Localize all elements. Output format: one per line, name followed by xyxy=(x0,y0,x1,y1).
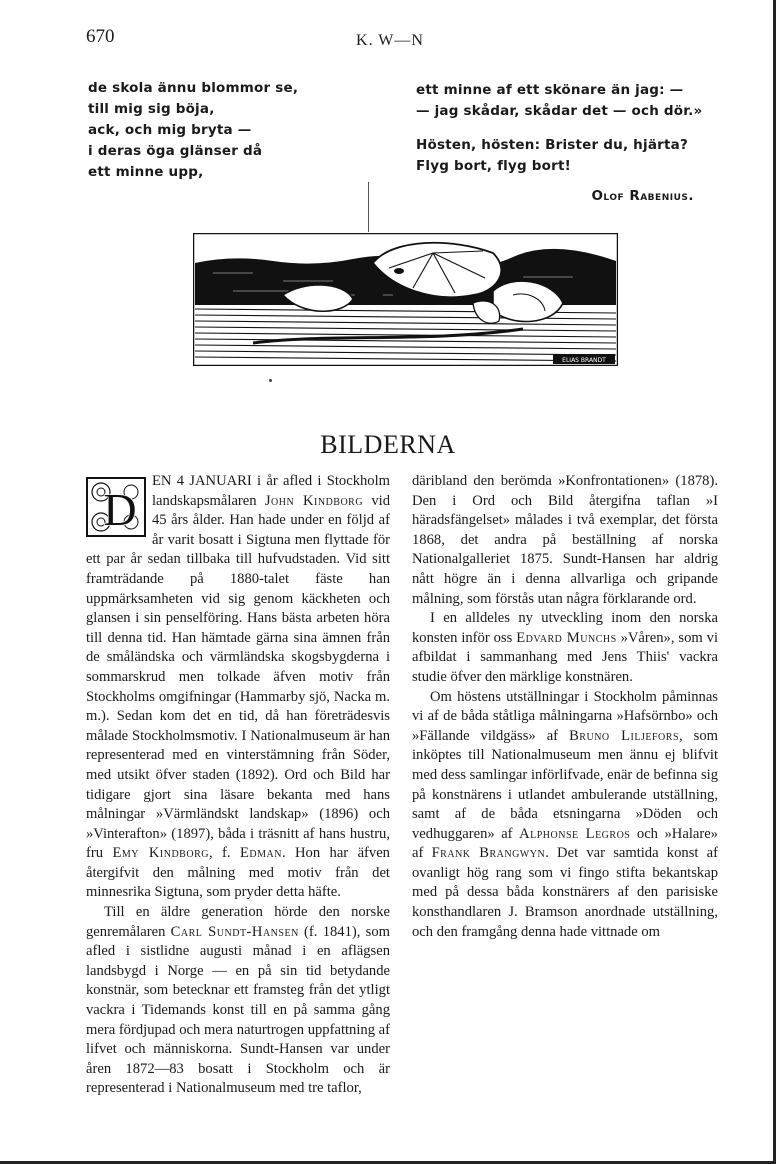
poem-signature: Olof Rabenius. xyxy=(591,188,694,204)
artist-name: Edvard Munchs xyxy=(516,629,617,646)
poem-line: ett minne af ett skönare än jag: — xyxy=(416,82,684,98)
artist-signature: ELIAS BRANDT xyxy=(562,357,606,364)
page-number: 670 xyxy=(86,26,115,47)
stray-mark xyxy=(269,379,272,382)
column-rule xyxy=(368,182,369,232)
article-column-right xyxy=(412,472,718,942)
poem-left-column xyxy=(88,78,298,183)
running-title: K. W—N xyxy=(356,32,424,49)
poem-line: Hösten, hösten: Brister du, hjärta? xyxy=(416,137,688,153)
article-paragraph: däribland den berömda »Konfrontationen» (1878). Den i Ord och Bild återgifna taflan »I häradsfängelset» målades i två exemplar, det första 1868, det andra på beställning af norska Nationalgalleriet 1875. Sundt-Hansen har aldrig nått högre än i denna allvarliga och gripande målning, som förstås utan några förklarande ord. xyxy=(412,473,718,607)
poem-line: ack, och mig bryta — xyxy=(88,122,252,138)
poem-line: Flyg bort, flyg bort! xyxy=(416,158,571,174)
article-paragraph: I en alldeles ny utveckling inom den norska konsten inför oss Edvard Munchs »Våren», som vi afbildat i sammanhang med Jens Thiis' vackra studie öfver den märklige konstnären. xyxy=(412,610,718,685)
artist-name: Frank Brangwyn xyxy=(431,845,546,862)
artist-name: John Kindborg xyxy=(264,492,364,509)
artist-name: Bruno Liljefors xyxy=(569,727,680,744)
poem-line: till mig sig böja, xyxy=(88,101,215,117)
article-paragraph: EN 4 JANUARI i år afled i Stockholm landskapsmålaren John Kindborg vid 45 års ålder. Han hade under en följd af år varit bosatt i Sigtuna men flyttade för ett par år sedan tillbaka till hufvudstaden. Vid sitt framträdande på 1880-talet fäste han uppmärksamheten vid sig genom käckheten och glansen i sin penselföring. Hans bästa arbeten höra till denna tid. Han hämtade gärna sina ämnen från de småländska och värmländska skogsbygderna i sommarskrud men tolkade äfven motiv från Stockholms omgifningar (Hammarby sjö, Nacka m. m.). Sedan kom det en tid, då han företrädesvis målade Stockholmsmotiv. I Nationalmuseum är han representerad med en vinterstämning från Söder, med utsikt öfver staden (1892). Ord och Bild har tidigare gjort sina läsare bekanta med hans målningar »Värmländskt landskap» (1896) och »Vinterafton» (1897), båda i träsnitt af hans hustru, fru Emy Kindborg, f. Edman. Hon har äfven återgifvit den målning med motiv från det minnesrika Sigtuna, som pryder detta häfte. xyxy=(86,473,391,901)
article-paragraph: Till en äldre generation hörde den norske genremålaren Carl Sundt-Hansen (f. 1841), som afled i sistlidne augusti månad i en aflägsen landsbygd i Norge — en på sin tid betydande konstnär, som betecknar ett framsteg från det ytligt vackra i Tidemands konst till en på samma gång mera fördjupad och mera naturtrogen uppfattning af lifvet och människorna. Sundt-Hansen var under åren 1872—83 bosatt i Stockholm och är representerad i Nationalmuseum med tre taflor, xyxy=(86,904,390,1097)
artist-name: Edman xyxy=(239,845,282,862)
decorated-initial xyxy=(86,477,146,537)
poem-line: i deras öga glänser då xyxy=(88,143,263,159)
poem-line: de skola ännu blommor se, xyxy=(88,80,299,96)
poem-line: — jag skådar, skådar det — och dör.» xyxy=(416,103,703,119)
artist-name: Alphonse Legros xyxy=(519,825,631,842)
artist-name: Carl Sundt-Hansen xyxy=(170,923,299,940)
stanza-gap xyxy=(416,122,702,135)
woodcut-illustration xyxy=(193,233,618,366)
article-column-left xyxy=(86,472,390,1099)
poem-right-column xyxy=(416,80,702,177)
article-paragraph: Om höstens utställningar i Stockholm påminnas vi af de båda ståtliga målningarna »Hafsörnbo» och »Fällande vildgäss» af Bruno Liljefors, som inköptes till Nationalmuseum men ännu ej blifvit med dess samlingar införlifvade, enär de befinna sig på konstnärens i utlandet ambulerande utställning, samt af de båda etsningarna »Döden och vedhuggaren» af Alphonse Legros och »Halare» af Frank Brangwyn. Det var samtida konst af ovanligt hög rang som vi fingo stifta bekantskap med på dessa båda konstnärers af den parisiske konsthandlaren J. Bramson anordnade utställning, och den framgång denna hade vittnade om xyxy=(412,688,719,940)
initial-letter: D xyxy=(103,484,137,535)
leaf-spot xyxy=(394,268,404,274)
section-title: BILDERNA xyxy=(320,430,456,459)
poem-line: ett minne upp, xyxy=(88,164,204,180)
artist-name: Emy Kindborg xyxy=(112,845,209,862)
